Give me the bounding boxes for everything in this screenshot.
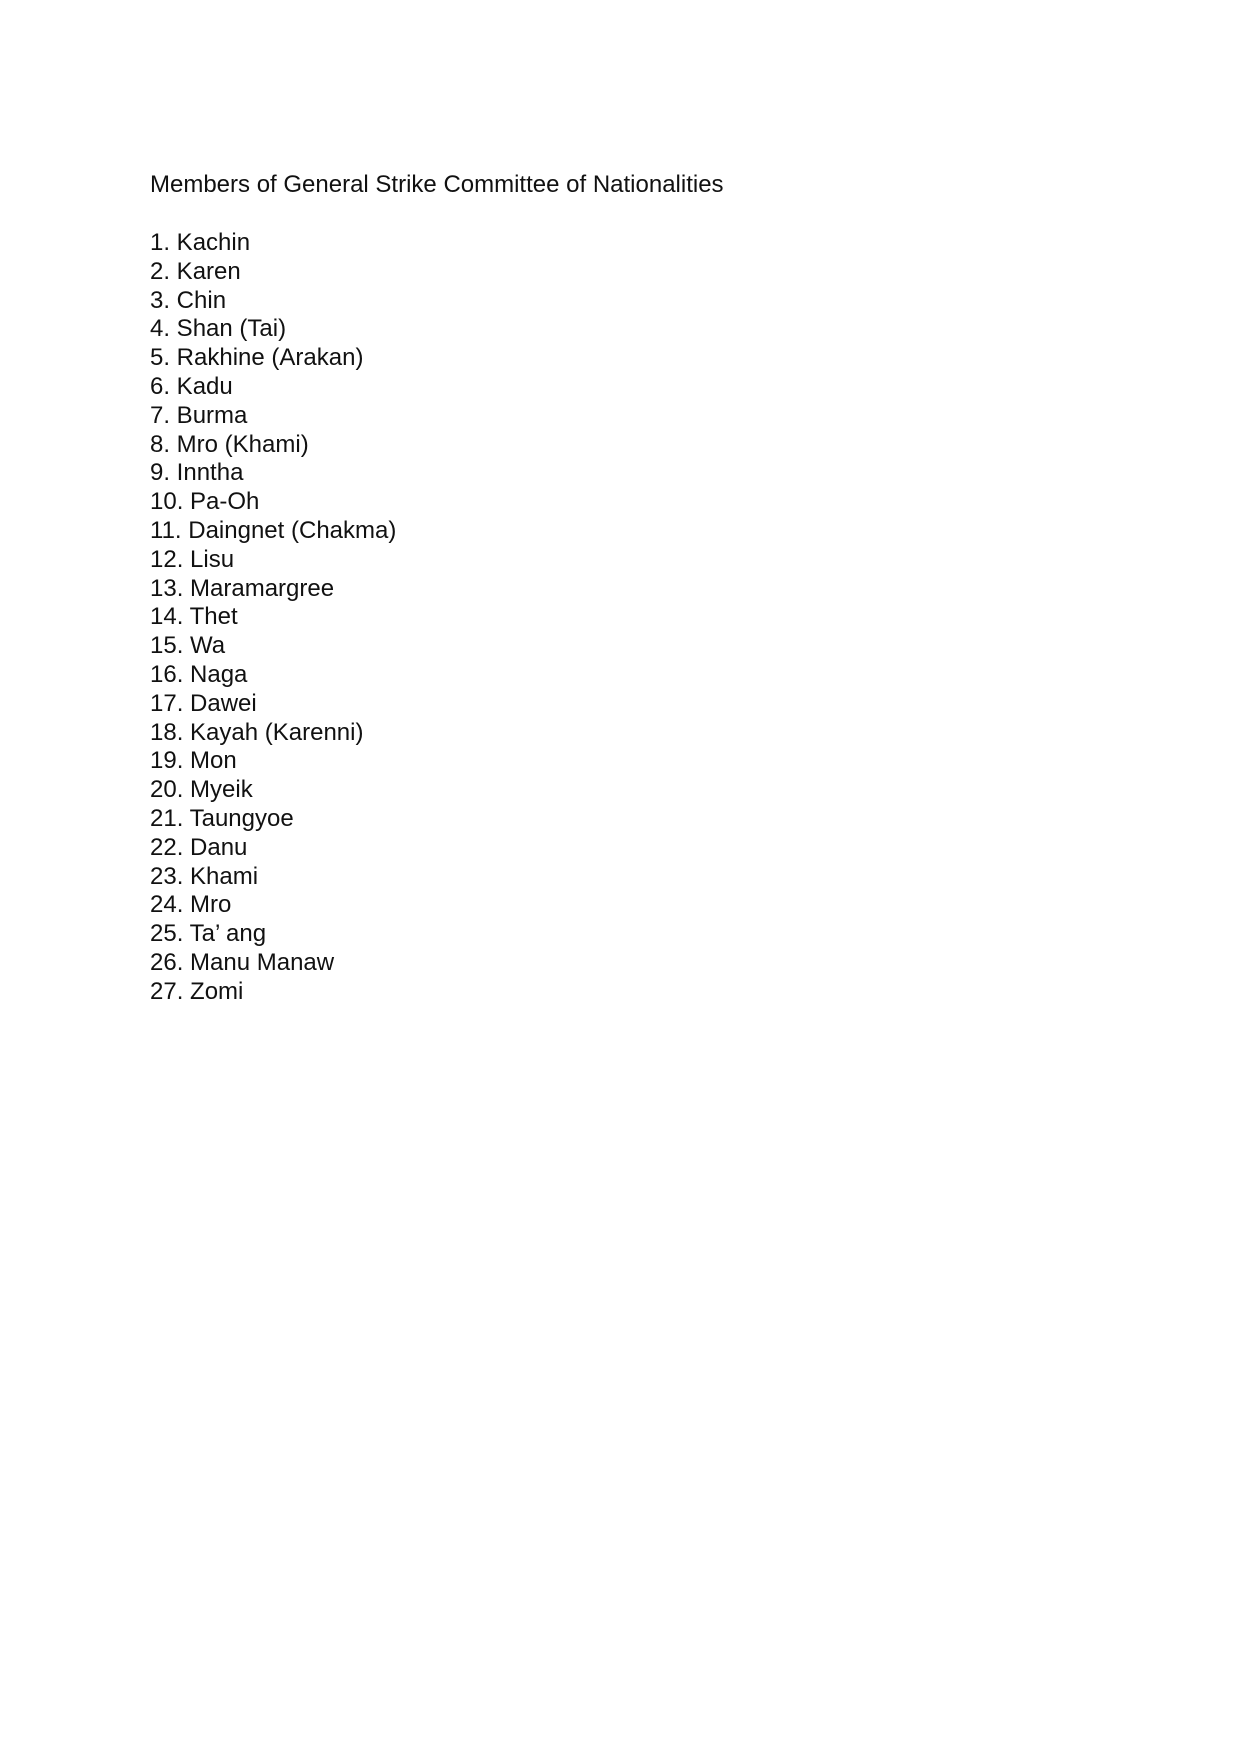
list-item: 22. Danu (150, 833, 248, 861)
list-item: 27. Zomi (150, 977, 244, 1005)
list-item: 16. Naga (150, 660, 248, 688)
list-item: 19. Mon (150, 747, 237, 775)
list-item: 24. Mro (150, 891, 232, 919)
list-item: 1. Kachin (150, 229, 251, 256)
list-item: 11. Daingnet (Chakma) (150, 516, 397, 544)
list-item: 12. Lisu (150, 545, 235, 573)
list-item: 3. Chin (150, 286, 227, 314)
list-item: 20. Myeik (150, 776, 253, 804)
list-item: 6. Kadu (150, 372, 233, 400)
list-item: 14. Thet (150, 603, 238, 631)
list-item: 7. Burma (150, 401, 248, 429)
list-item: 26. Manu Manaw (150, 948, 335, 976)
list-item: 15. Wa (150, 632, 226, 660)
list-item: 23. Khami (150, 862, 259, 890)
list-item: 13. Maramargree (150, 574, 335, 602)
document-title: Members of General Strike Committee of Nationalities (150, 171, 724, 198)
list-item: 5. Rakhine (Arakan) (150, 344, 364, 372)
list-item: 21. Taungyoe (150, 804, 294, 832)
list-item: 8. Mro (Khami) (150, 430, 309, 458)
list-item: 10. Pa-Oh (150, 488, 260, 516)
members-list (150, 229, 396, 1007)
list-item: 18. Kayah (Karenni) (150, 718, 364, 746)
list-item: 4. Shan (Tai) (150, 315, 287, 343)
list-item: 9. Inntha (150, 459, 244, 487)
list-item: 2. Karen (150, 257, 241, 285)
list-item: 25. Ta’ ang (150, 920, 267, 948)
list-item: 17. Dawei (150, 689, 257, 717)
